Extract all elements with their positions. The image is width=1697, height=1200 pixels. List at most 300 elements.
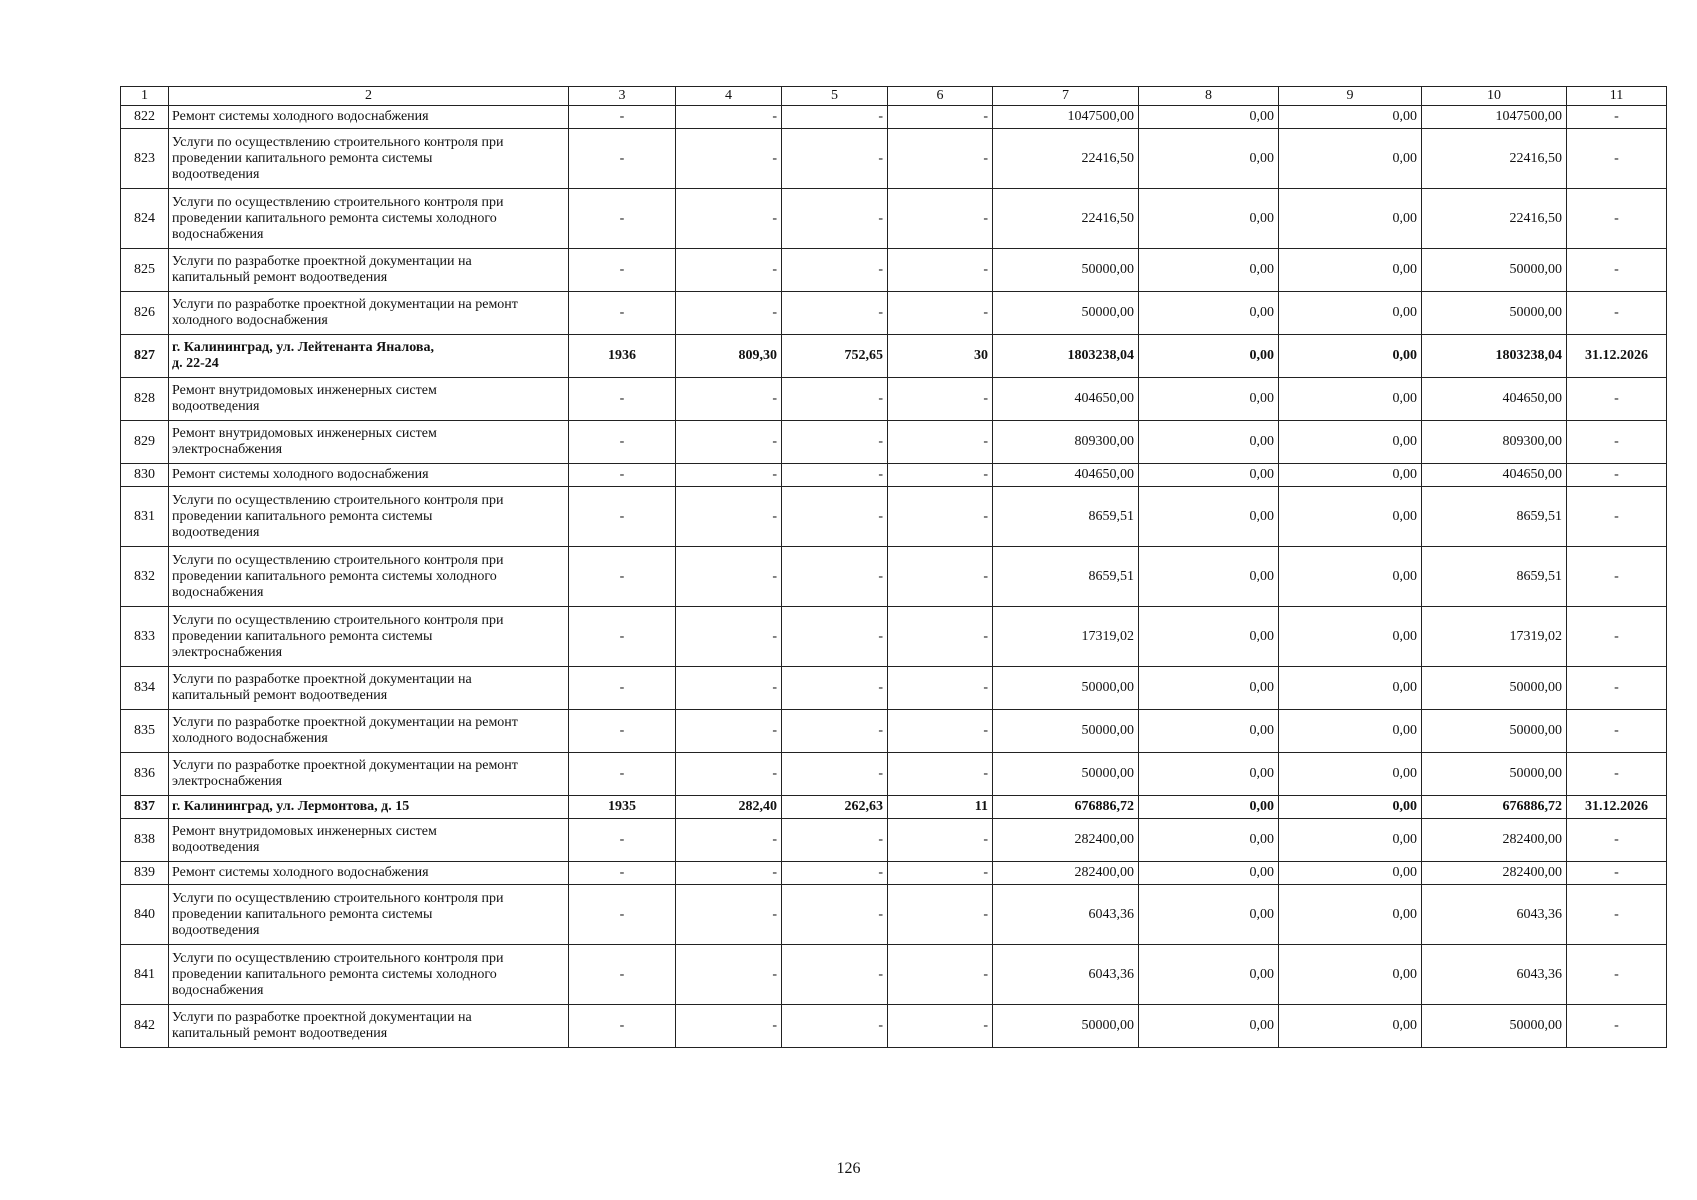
total-area-cell: - <box>676 189 782 249</box>
column-header: 9 <box>1279 87 1422 106</box>
year-built-cell: - <box>569 945 676 1005</box>
description-line: Услуги по осуществлению строительного контроля при <box>172 950 504 966</box>
budget-share-cell: 0,00 <box>1279 421 1422 464</box>
living-area-cell: - <box>782 421 888 464</box>
total-cost-cell: 282400,00 <box>993 819 1139 862</box>
budget-share-cell: 0,00 <box>1279 378 1422 421</box>
year-built-cell: - <box>569 862 676 885</box>
description-line: д. 22-24 <box>172 356 219 371</box>
year-built-cell: - <box>569 885 676 945</box>
table-row <box>121 1005 1667 1048</box>
owner-share-cell: 8659,51 <box>1422 487 1567 547</box>
table-row <box>121 710 1667 753</box>
budget-share-cell: 0,00 <box>1279 106 1422 129</box>
living-area-cell: - <box>782 945 888 1005</box>
description-line: водоснабжения <box>172 982 264 998</box>
description-line: Услуги по разработке проектной документации на ремонт <box>172 715 518 730</box>
table-row <box>121 819 1667 862</box>
total-area-cell: - <box>676 819 782 862</box>
row-number: 826 <box>121 292 169 335</box>
residents-cell: - <box>888 753 993 796</box>
row-number: 825 <box>121 249 169 292</box>
row-number: 837 <box>121 796 169 819</box>
completion-date-cell: - <box>1567 862 1667 885</box>
living-area-cell: - <box>782 819 888 862</box>
completion-date-cell: - <box>1567 667 1667 710</box>
description-line: проведении капитального ремонта системы <box>172 628 433 644</box>
fund-share-cell: 0,00 <box>1139 862 1279 885</box>
fund-share-cell: 0,00 <box>1139 885 1279 945</box>
total-cost-cell: 22416,50 <box>993 129 1139 189</box>
year-built-cell: - <box>569 189 676 249</box>
total-area-cell: - <box>676 667 782 710</box>
budget-share-cell: 0,00 <box>1279 547 1422 607</box>
fund-share-cell: 0,00 <box>1139 710 1279 753</box>
year-built-cell: - <box>569 1005 676 1048</box>
row-number: 838 <box>121 819 169 862</box>
total-cost-cell: 50000,00 <box>993 710 1139 753</box>
budget-share-cell: 0,00 <box>1279 862 1422 885</box>
description-line: электроснабжения <box>172 442 283 457</box>
owner-share-cell: 6043,36 <box>1422 945 1567 1005</box>
budget-share-cell: 0,00 <box>1279 607 1422 667</box>
fund-share-cell: 0,00 <box>1139 129 1279 189</box>
living-area-cell: - <box>782 249 888 292</box>
year-built-cell: - <box>569 292 676 335</box>
table-row <box>121 249 1667 292</box>
description-line: водоотведения <box>172 922 260 938</box>
budget-share-cell: 0,00 <box>1279 189 1422 249</box>
row-description <box>169 607 569 667</box>
owner-share-cell: 8659,51 <box>1422 547 1567 607</box>
owner-share-cell: 404650,00 <box>1422 378 1567 421</box>
total-area-cell: - <box>676 1005 782 1048</box>
living-area-cell: - <box>782 710 888 753</box>
residents-cell: - <box>888 189 993 249</box>
owner-share-cell: 50000,00 <box>1422 667 1567 710</box>
description-line: Услуги по разработке проектной документации на ремонт <box>172 758 518 773</box>
row-description <box>169 421 569 464</box>
completion-date-cell: - <box>1567 607 1667 667</box>
budget-share-cell: 0,00 <box>1279 885 1422 945</box>
completion-date-cell: - <box>1567 106 1667 129</box>
fund-share-cell: 0,00 <box>1139 189 1279 249</box>
row-number: 827 <box>121 335 169 378</box>
total-cost-cell: 6043,36 <box>993 885 1139 945</box>
living-area-cell: 752,65 <box>782 335 888 378</box>
total-cost-cell: 50000,00 <box>993 667 1139 710</box>
total-area-cell: - <box>676 487 782 547</box>
description-line: капитальный ремонт водоотведения <box>172 1026 388 1041</box>
row-number: 824 <box>121 189 169 249</box>
description-line: Услуги по разработке проектной документации на <box>172 672 472 687</box>
owner-share-cell: 1047500,00 <box>1422 106 1567 129</box>
total-cost-cell: 8659,51 <box>993 487 1139 547</box>
completion-date-cell: - <box>1567 945 1667 1005</box>
fund-share-cell: 0,00 <box>1139 753 1279 796</box>
residents-cell: - <box>888 421 993 464</box>
residents-cell: - <box>888 885 993 945</box>
completion-date-cell: - <box>1567 189 1667 249</box>
living-area-cell: - <box>782 885 888 945</box>
row-number: 839 <box>121 862 169 885</box>
year-built-cell: 1935 <box>569 796 676 819</box>
row-description <box>169 753 569 796</box>
description-line: Услуги по осуществлению строительного контроля при <box>172 492 504 508</box>
row-number: 840 <box>121 885 169 945</box>
total-area-cell: - <box>676 106 782 129</box>
description-line: г. Калининград, ул. Лермонтова, д. 15 <box>172 799 410 814</box>
table-row <box>121 862 1667 885</box>
total-area-cell: - <box>676 607 782 667</box>
living-area-cell: - <box>782 292 888 335</box>
header-row <box>121 87 1667 106</box>
completion-date-cell: - <box>1567 547 1667 607</box>
total-area-cell: - <box>676 945 782 1005</box>
total-cost-cell: 1803238,04 <box>993 335 1139 378</box>
description-line: Услуги по осуществлению строительного контроля при <box>172 612 504 628</box>
row-description <box>169 129 569 189</box>
residents-cell: 30 <box>888 335 993 378</box>
table-row <box>121 753 1667 796</box>
row-number: 836 <box>121 753 169 796</box>
budget-share-cell: 0,00 <box>1279 335 1422 378</box>
residents-cell: - <box>888 607 993 667</box>
row-description <box>169 710 569 753</box>
description-line: Ремонт системы холодного водоснабжения <box>172 865 429 880</box>
total-cost-cell: 1047500,00 <box>993 106 1139 129</box>
table-row <box>121 189 1667 249</box>
fund-share-cell: 0,00 <box>1139 421 1279 464</box>
fund-share-cell: 0,00 <box>1139 607 1279 667</box>
residents-cell: - <box>888 292 993 335</box>
row-number: 829 <box>121 421 169 464</box>
living-area-cell: - <box>782 667 888 710</box>
completion-date-cell: - <box>1567 292 1667 335</box>
budget-share-cell: 0,00 <box>1279 796 1422 819</box>
description-line: Услуги по разработке проектной документации на ремонт <box>172 297 518 312</box>
total-area-cell: - <box>676 249 782 292</box>
total-cost-cell: 8659,51 <box>993 547 1139 607</box>
column-header: 5 <box>782 87 888 106</box>
year-built-cell: - <box>569 753 676 796</box>
year-built-cell: - <box>569 378 676 421</box>
total-cost-cell: 6043,36 <box>993 945 1139 1005</box>
budget-share-cell: 0,00 <box>1279 249 1422 292</box>
row-description <box>169 378 569 421</box>
residents-cell: - <box>888 487 993 547</box>
fund-share-cell: 0,00 <box>1139 1005 1279 1048</box>
table-row <box>121 885 1667 945</box>
completion-date-cell: - <box>1567 464 1667 487</box>
completion-date-cell: - <box>1567 753 1667 796</box>
data-table <box>120 86 1667 1048</box>
description-line: электроснабжения <box>172 644 283 660</box>
budget-share-cell: 0,00 <box>1279 292 1422 335</box>
row-number: 823 <box>121 129 169 189</box>
total-cost-cell: 404650,00 <box>993 378 1139 421</box>
year-built-cell: - <box>569 667 676 710</box>
owner-share-cell: 22416,50 <box>1422 189 1567 249</box>
fund-share-cell: 0,00 <box>1139 667 1279 710</box>
column-header: 3 <box>569 87 676 106</box>
residents-cell: 11 <box>888 796 993 819</box>
budget-share-cell: 0,00 <box>1279 710 1422 753</box>
row-description <box>169 487 569 547</box>
total-cost-cell: 22416,50 <box>993 189 1139 249</box>
row-number: 822 <box>121 106 169 129</box>
owner-share-cell: 17319,02 <box>1422 607 1567 667</box>
living-area-cell: - <box>782 106 888 129</box>
owner-share-cell: 1803238,04 <box>1422 335 1567 378</box>
year-built-cell: - <box>569 607 676 667</box>
fund-share-cell: 0,00 <box>1139 796 1279 819</box>
residents-cell: - <box>888 667 993 710</box>
description-line: Услуги по осуществлению строительного контроля при <box>172 552 504 568</box>
fund-share-cell: 0,00 <box>1139 106 1279 129</box>
owner-share-cell: 50000,00 <box>1422 249 1567 292</box>
fund-share-cell: 0,00 <box>1139 487 1279 547</box>
residents-cell: - <box>888 249 993 292</box>
residents-cell: - <box>888 464 993 487</box>
year-built-cell: - <box>569 464 676 487</box>
owner-share-cell: 50000,00 <box>1422 753 1567 796</box>
row-description <box>169 464 569 487</box>
row-description <box>169 819 569 862</box>
column-header: 1 <box>121 87 169 106</box>
table-row <box>121 106 1667 129</box>
fund-share-cell: 0,00 <box>1139 547 1279 607</box>
description-line: Ремонт внутридомовых инженерных систем <box>172 426 437 441</box>
row-description <box>169 1005 569 1048</box>
row-description <box>169 945 569 1005</box>
living-area-cell: - <box>782 1005 888 1048</box>
description-line: проведении капитального ремонта системы холодного <box>172 210 497 226</box>
total-area-cell: - <box>676 885 782 945</box>
row-description <box>169 106 569 129</box>
row-description <box>169 335 569 378</box>
column-header: 6 <box>888 87 993 106</box>
living-area-cell: - <box>782 129 888 189</box>
description-line: проведении капитального ремонта системы <box>172 906 433 922</box>
owner-share-cell: 676886,72 <box>1422 796 1567 819</box>
residents-cell: - <box>888 547 993 607</box>
row-description <box>169 189 569 249</box>
total-area-cell: - <box>676 547 782 607</box>
column-header: 10 <box>1422 87 1567 106</box>
budget-share-cell: 0,00 <box>1279 753 1422 796</box>
table-row <box>121 667 1667 710</box>
column-header: 4 <box>676 87 782 106</box>
table-row <box>121 378 1667 421</box>
budget-share-cell: 0,00 <box>1279 487 1422 547</box>
completion-date-cell: - <box>1567 819 1667 862</box>
owner-share-cell: 22416,50 <box>1422 129 1567 189</box>
budget-share-cell: 0,00 <box>1279 945 1422 1005</box>
total-area-cell: - <box>676 753 782 796</box>
year-built-cell: - <box>569 129 676 189</box>
completion-date-cell: - <box>1567 1005 1667 1048</box>
table-row <box>121 464 1667 487</box>
total-cost-cell: 404650,00 <box>993 464 1139 487</box>
description-line: Ремонт системы холодного водоснабжения <box>172 467 429 482</box>
description-line: водоотведения <box>172 524 260 540</box>
row-description <box>169 547 569 607</box>
description-line: Услуги по осуществлению строительного контроля при <box>172 890 504 906</box>
total-area-cell: - <box>676 862 782 885</box>
completion-date-cell: - <box>1567 885 1667 945</box>
table-row <box>121 945 1667 1005</box>
total-area-cell: - <box>676 378 782 421</box>
row-number: 828 <box>121 378 169 421</box>
residents-cell: - <box>888 106 993 129</box>
completion-date-cell: - <box>1567 487 1667 547</box>
description-line: водоснабжения <box>172 226 264 242</box>
total-cost-cell: 50000,00 <box>993 1005 1139 1048</box>
budget-share-cell: 0,00 <box>1279 464 1422 487</box>
budget-share-cell: 0,00 <box>1279 819 1422 862</box>
living-area-cell: - <box>782 547 888 607</box>
completion-date-cell: 31.12.2026 <box>1567 335 1667 378</box>
total-area-cell: - <box>676 129 782 189</box>
table-row <box>121 292 1667 335</box>
living-area-cell: - <box>782 464 888 487</box>
fund-share-cell: 0,00 <box>1139 945 1279 1005</box>
living-area-cell: - <box>782 378 888 421</box>
total-area-cell: - <box>676 421 782 464</box>
row-number: 841 <box>121 945 169 1005</box>
year-built-cell: 1936 <box>569 335 676 378</box>
completion-date-cell: - <box>1567 710 1667 753</box>
table-body <box>121 87 1667 1048</box>
completion-date-cell: 31.12.2026 <box>1567 796 1667 819</box>
residents-cell: - <box>888 378 993 421</box>
residents-cell: - <box>888 819 993 862</box>
owner-share-cell: 50000,00 <box>1422 710 1567 753</box>
row-description <box>169 667 569 710</box>
row-number: 830 <box>121 464 169 487</box>
description-line: водоотведения <box>172 399 260 414</box>
total-cost-cell: 809300,00 <box>993 421 1139 464</box>
owner-share-cell: 404650,00 <box>1422 464 1567 487</box>
description-line: водоснабжения <box>172 584 264 600</box>
description-line: проведении капитального ремонта системы холодного <box>172 568 497 584</box>
row-description <box>169 249 569 292</box>
fund-share-cell: 0,00 <box>1139 819 1279 862</box>
table-row <box>121 335 1667 378</box>
row-number: 832 <box>121 547 169 607</box>
total-area-cell: 282,40 <box>676 796 782 819</box>
year-built-cell: - <box>569 547 676 607</box>
column-header: 7 <box>993 87 1139 106</box>
fund-share-cell: 0,00 <box>1139 292 1279 335</box>
table-row <box>121 421 1667 464</box>
row-description <box>169 292 569 335</box>
completion-date-cell: - <box>1567 378 1667 421</box>
total-cost-cell: 50000,00 <box>993 753 1139 796</box>
total-cost-cell: 282400,00 <box>993 862 1139 885</box>
description-line: электроснабжения <box>172 774 283 789</box>
description-line: Услуги по разработке проектной документации на <box>172 1010 472 1025</box>
description-line: проведении капитального ремонта системы <box>172 508 433 524</box>
table-row <box>121 607 1667 667</box>
row-number: 834 <box>121 667 169 710</box>
total-cost-cell: 50000,00 <box>993 249 1139 292</box>
year-built-cell: - <box>569 106 676 129</box>
year-built-cell: - <box>569 710 676 753</box>
description-line: холодного водоснабжения <box>172 313 328 328</box>
year-built-cell: - <box>569 249 676 292</box>
fund-share-cell: 0,00 <box>1139 335 1279 378</box>
living-area-cell: - <box>782 487 888 547</box>
fund-share-cell: 0,00 <box>1139 378 1279 421</box>
row-description <box>169 885 569 945</box>
residents-cell: - <box>888 710 993 753</box>
living-area-cell: 262,63 <box>782 796 888 819</box>
row-number: 842 <box>121 1005 169 1048</box>
living-area-cell: - <box>782 753 888 796</box>
owner-share-cell: 809300,00 <box>1422 421 1567 464</box>
description-line: Услуги по осуществлению строительного контроля при <box>172 194 504 210</box>
total-area-cell: 809,30 <box>676 335 782 378</box>
completion-date-cell: - <box>1567 249 1667 292</box>
column-header: 11 <box>1567 87 1667 106</box>
living-area-cell: - <box>782 189 888 249</box>
year-built-cell: - <box>569 487 676 547</box>
residents-cell: - <box>888 945 993 1005</box>
description-line: водоотведения <box>172 840 260 855</box>
owner-share-cell: 50000,00 <box>1422 292 1567 335</box>
table-row <box>121 547 1667 607</box>
living-area-cell: - <box>782 862 888 885</box>
budget-share-cell: 0,00 <box>1279 129 1422 189</box>
owner-share-cell: 6043,36 <box>1422 885 1567 945</box>
year-built-cell: - <box>569 819 676 862</box>
table-row <box>121 487 1667 547</box>
row-number: 831 <box>121 487 169 547</box>
page-number: 126 <box>836 1160 861 1177</box>
owner-share-cell: 282400,00 <box>1422 819 1567 862</box>
description-line: проведении капитального ремонта системы <box>172 150 433 166</box>
description-line: Ремонт системы холодного водоснабжения <box>172 109 429 124</box>
description-line: проведении капитального ремонта системы холодного <box>172 966 497 982</box>
fund-share-cell: 0,00 <box>1139 464 1279 487</box>
description-line: Ремонт внутридомовых инженерных систем <box>172 824 437 839</box>
total-cost-cell: 17319,02 <box>993 607 1139 667</box>
budget-share-cell: 0,00 <box>1279 1005 1422 1048</box>
total-area-cell: - <box>676 710 782 753</box>
column-header: 2 <box>169 87 569 106</box>
row-number: 833 <box>121 607 169 667</box>
completion-date-cell: - <box>1567 129 1667 189</box>
owner-share-cell: 50000,00 <box>1422 1005 1567 1048</box>
description-line: капитальный ремонт водоотведения <box>172 688 388 703</box>
total-area-cell: - <box>676 292 782 335</box>
year-built-cell: - <box>569 421 676 464</box>
fund-share-cell: 0,00 <box>1139 249 1279 292</box>
residents-cell: - <box>888 1005 993 1048</box>
table-row <box>121 796 1667 819</box>
residents-cell: - <box>888 129 993 189</box>
description-line: г. Калининград, ул. Лейтенанта Яналова, <box>172 340 434 355</box>
living-area-cell: - <box>782 607 888 667</box>
budget-share-cell: 0,00 <box>1279 667 1422 710</box>
description-line: Услуги по разработке проектной документации на <box>172 254 472 269</box>
owner-share-cell: 282400,00 <box>1422 862 1567 885</box>
total-cost-cell: 676886,72 <box>993 796 1139 819</box>
description-line: Ремонт внутридомовых инженерных систем <box>172 383 437 398</box>
column-header: 8 <box>1139 87 1279 106</box>
